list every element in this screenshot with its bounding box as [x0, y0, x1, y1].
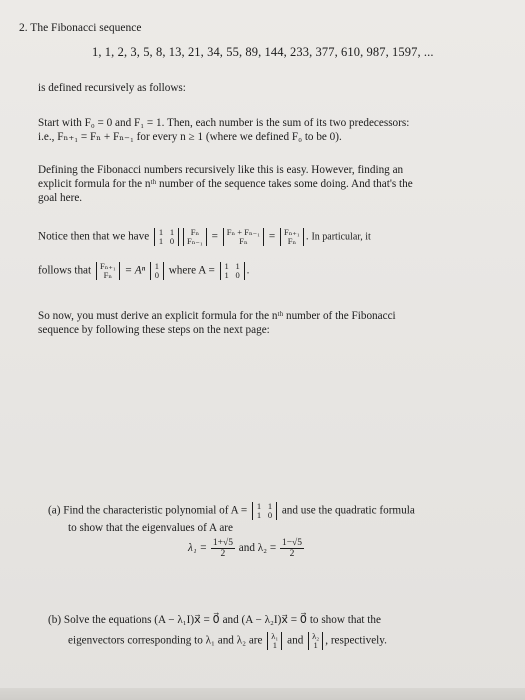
fibonacci-sequence: 1, 1, 2, 3, 5, 8, 13, 21, 34, 55, 89, 144, 233, 377, 610, 987, 1597, ...: [92, 45, 434, 59]
matrix-a-cell: 1: [224, 261, 229, 271]
vector-cell: 1: [154, 261, 160, 271]
defined-line: is defined recursively as follows:: [38, 82, 186, 94]
lambda2-fraction: [280, 538, 304, 559]
vector-cell: Fₙ₊₁: [99, 261, 116, 271]
lambda1-numerator: 1+√5: [212, 538, 233, 548]
matrix-a-cell: 1: [169, 227, 175, 237]
lambda2-denominator: 2: [289, 549, 295, 559]
matrix-a-cell: 1: [158, 227, 164, 237]
vector-sum: [223, 228, 264, 246]
vector-fn1-fn-follows: [96, 262, 120, 280]
matrix-a-cell: 1: [158, 236, 164, 246]
lambda1-denominator: 2: [220, 549, 226, 559]
defining-line-2: explicit formula for the nᵗʰ number of the sequence takes some doing. And that's the: [38, 178, 413, 190]
defining-line-1: Defining the Fibonacci numbers recursively like this is easy. However, finding an: [38, 164, 404, 176]
so-now-line-1: So now, you must derive an explicit formula for the nᵗʰ number of the Fibonacci: [38, 310, 396, 322]
matrix-a-def: [220, 262, 245, 280]
vector-cell: λ₂: [312, 631, 320, 641]
part-b-line-1: [48, 614, 381, 627]
defining-line-3: goal here.: [38, 192, 83, 204]
vector-cell: Fₙ₋₁: [187, 236, 203, 246]
follows-where: where A =: [168, 264, 215, 277]
part-a-line-1: [48, 502, 415, 520]
part-b-and: and: [287, 634, 304, 647]
matrix-a-cell: 1: [256, 510, 262, 520]
follows-mid: = Aⁿ: [124, 264, 146, 277]
lambda1-lhs: λ₁ =: [188, 542, 208, 555]
vector-fn-fn1: [183, 228, 207, 246]
vector-cell: λ₁: [271, 631, 279, 641]
matrix-a-cell: 0: [267, 510, 273, 520]
follows-line: follows that Fₙ₊₁ Fₙ = Aⁿ 1 0 where A = 1 1 1 0 .: [38, 261, 250, 280]
part-b-suffix: , respectively.: [325, 634, 387, 647]
notice-prefix: Notice then that we have: [38, 230, 150, 243]
matrix-a: [154, 228, 179, 246]
eigenvector-1: [267, 632, 282, 650]
lambda2-lhs: and λ₂ =: [238, 542, 277, 555]
matrix-a-part-a: [252, 502, 277, 520]
vector-cell: 1: [313, 640, 318, 650]
part-a-label: (a): [48, 504, 61, 517]
so-now-line-2: sequence by following these steps on the next page:: [38, 324, 270, 336]
vector-cell: Fₙ: [190, 227, 200, 237]
matrix-a-cell: 0: [235, 270, 240, 280]
start-line-2: i.e., Fₙ₊₁ = Fₙ + Fₙ₋₁ for every n ≥ 1 (where we defined F₀ to be 0).: [38, 131, 342, 143]
part-a-suffix: and use the quadratic formula: [281, 504, 415, 517]
start-line-1: Start with F₀ = 0 and F₁ = 1. Then, each number is the sum of its two predecessors:: [38, 117, 410, 129]
matrix-a-cell: 1: [224, 270, 229, 280]
vector-cell: 0: [154, 270, 160, 280]
matrix-a-cell: 1: [267, 501, 273, 511]
part-b-prefix: eigenvectors corresponding to λ₁ and λ₂ are: [68, 634, 263, 647]
vector-cell: Fₙ₊₁: [284, 227, 300, 237]
matrix-a-cell: 1: [235, 261, 240, 271]
part-a-line-2: to show that the eigenvalues of A are: [68, 522, 233, 534]
vector-cell: Fₙ: [287, 236, 297, 246]
part-b-label: (b): [48, 614, 62, 626]
problem-heading: [19, 22, 141, 35]
notice-line: Notice then that we have 1 1 1 0 Fₙ Fₙ₋₁ = Fₙ + Fₙ₋₁ Fₙ = Fₙ₊₁ Fₙ . In particular, it: [38, 227, 371, 246]
notice-suffix: In particular, it: [311, 231, 371, 243]
lambda2-numerator: 1−√5: [281, 538, 303, 548]
vector-cell: Fₙ: [103, 270, 113, 280]
part-a-prefix: Find the characteristic polynomial of A =: [63, 504, 248, 517]
part-b-text: Solve the equations (A − λ₁I)x⃗ = 0⃗ and (A − λ₂I)x⃗ = 0⃗ to show that the: [63, 614, 381, 626]
lambda1-fraction: [211, 538, 235, 559]
matrix-a-cell: 0: [169, 236, 175, 246]
eigenvector-2: [308, 632, 323, 650]
problem-title: The Fibonacci sequence: [30, 22, 142, 34]
bottom-edge-shadow: [0, 688, 525, 700]
vector-cell: Fₙ + Fₙ₋₁: [226, 227, 261, 237]
eigenvalue-line: [188, 538, 305, 559]
vector-cell: 1: [272, 640, 277, 650]
matrix-a-cell: 1: [256, 501, 262, 511]
vector-one-zero: [150, 262, 164, 280]
vector-fn1-fn: [280, 228, 304, 246]
part-b-line-2: [68, 632, 387, 650]
vector-cell: Fₙ: [239, 236, 248, 246]
problem-number: 2.: [19, 22, 28, 34]
follows-prefix: follows that: [38, 264, 92, 277]
